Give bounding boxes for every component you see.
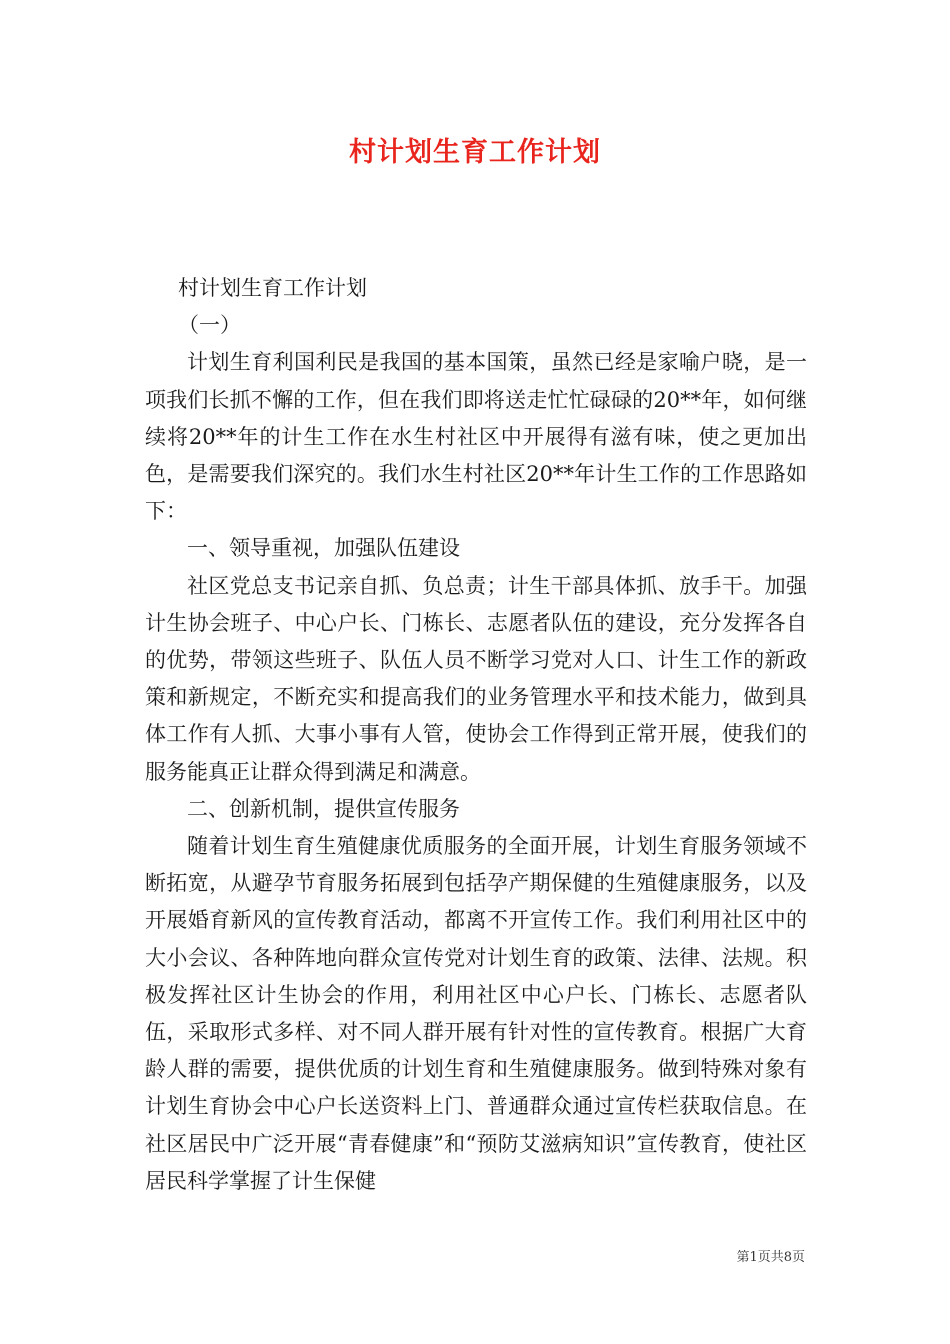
paragraph-intro: 计划生育利国利民是我国的基本国策，虽然已经是家喻户晓，是一项我们长抓不懈的工作，但在我们即将送走忙忙碌碌的20**年，如何继续将20**年的计生工作在水生村社区中开展得有滋有味，使之更加出色，是需要我们深究的。我们水生村社区20**年计生工作的工作思路如下： xyxy=(145,350,807,524)
paragraph-publicity: 随着计划生育生殖健康优质服务的全面开展，计划生育服务领域不断拓宽，从避孕节育服务拓展到包括孕产期保健的生殖健康服务，以及开展婚育新风的宣传教育活动，都离不开宣传工作。我们利用社区中的大小会议、各种阵地向群众宣传党对计划生育的政策、法律、法规。积极发挥社区计生协会的作用，利用社区中心户长、门栋长、志愿者队伍，采取形式多样、对不同人群开展有针对性的宣传教育。根据广大育龄人群的需要，提供优质的计划生育和生殖健康服务。做到特殊对象有计划生育协会中心户长送资料上门、普通群众通过宣传栏获取信息。在社区居民中广泛开展“青春健康”和“预防艾滋病知识”宣传教育，使社区居民科学掌握了计生保健 xyxy=(145,834,807,1193)
body-heading: 村计划生育工作计划 xyxy=(178,276,367,300)
section-marker: （一） xyxy=(178,313,241,338)
section-heading-2: 二、创新机制，提供宣传服务 xyxy=(187,796,460,821)
section-heading-1: 一、领导重视，加强队伍建设 xyxy=(187,536,460,561)
document-body xyxy=(145,270,807,1200)
page-number: 第1页共8页 xyxy=(736,1250,805,1265)
document-title: 村计划生育工作计划 xyxy=(349,137,601,168)
paragraph-leadership: 社区党总支书记亲自抓、负总责；计生干部具体抓、放手干。加强计生协会班子、中心户长、门栋长、志愿者队伍的建设，充分发挥各自的优势，带领这些班子、队伍人员不断学习党对人口、计生工作的新政策和新规定，不断充实和提高我们的业务管理水平和技术能力，做到具体工作有人抓、大事小事有人管，使协会工作得到正常开展，使我们的服务能真正让群众得到满足和满意。 xyxy=(145,573,807,784)
